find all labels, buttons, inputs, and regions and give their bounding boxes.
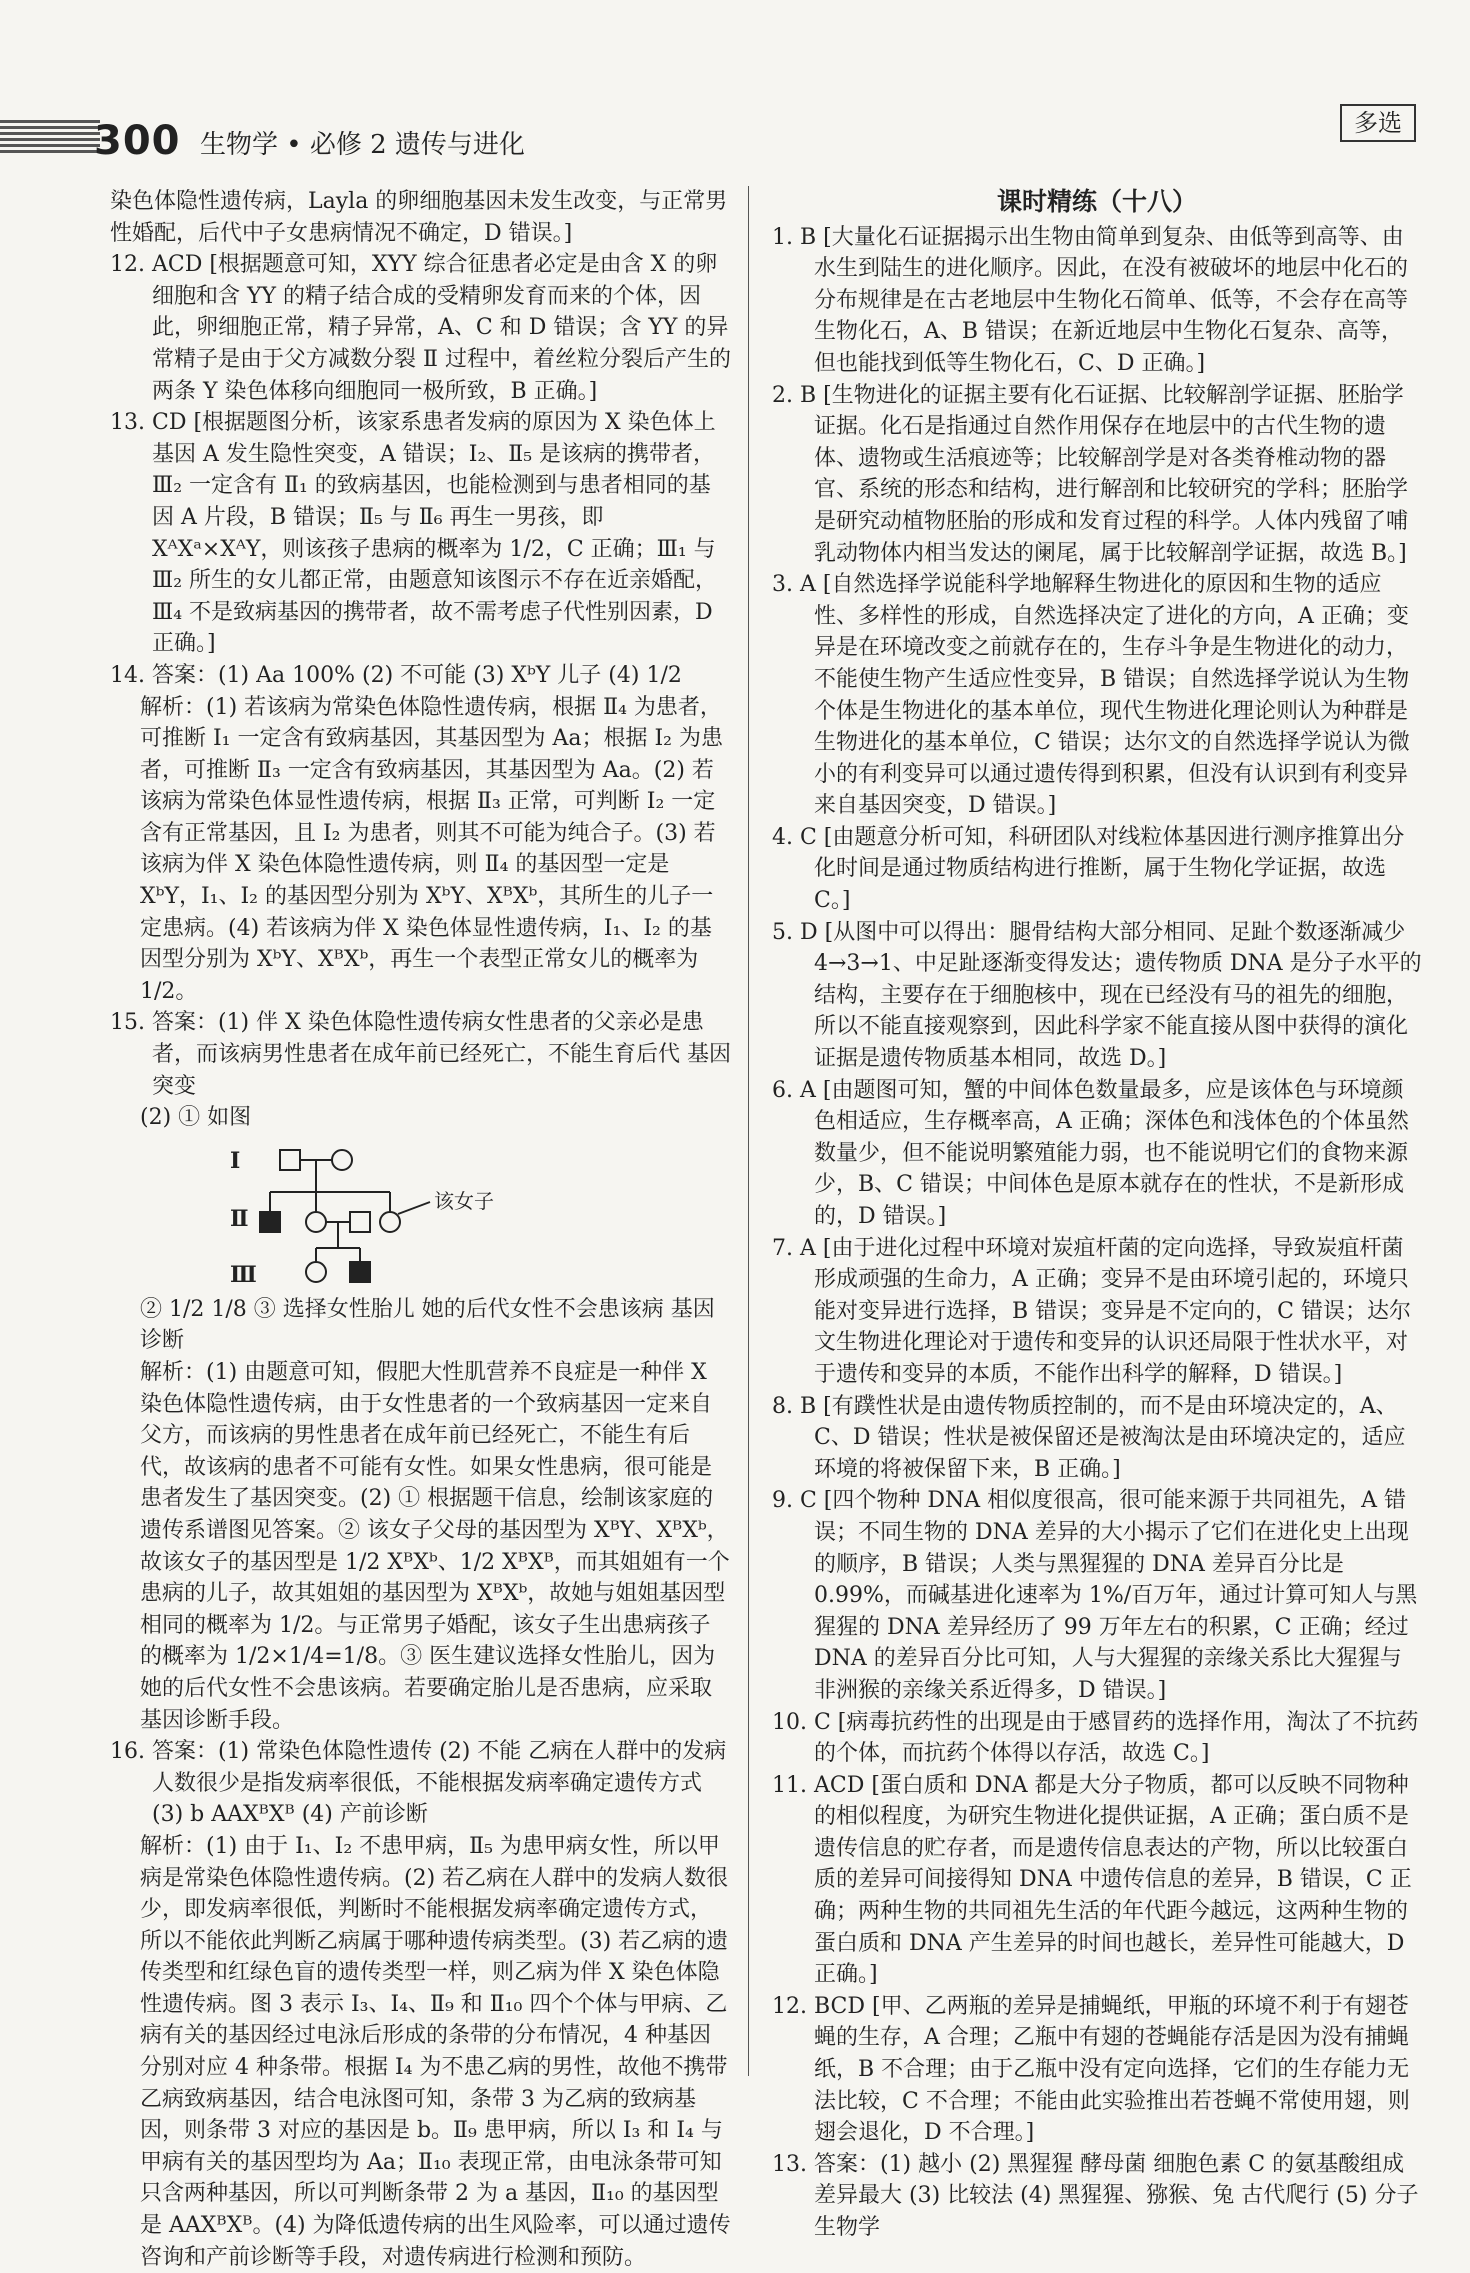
answer-r8: 8. B [有蹼性状是由遗传物质控制的，而不是由环境决定的，A、C、D 错误；性状是被保留还是被淘汰是由环境决定的，适应环境的将被保留下来，B 正确。] bbox=[772, 1393, 1406, 1482]
multi-select-tag: 多选 bbox=[1340, 104, 1416, 142]
answer-r1: 1. B [大量化石证据揭示出生物由简单到复杂、由低等到高等、由水生到陆生的进化顺序。因此，在没有被破坏的地层中化石的分布规律是在古老地层中生物化石简单、低等，不会存在高等生物化石，A、B 错误；在新近地层中生物化石复杂、高等，但也能找到低等生物化石，C、D 正确。] bbox=[772, 224, 1409, 376]
section-title: 课时精练（十八） bbox=[996, 187, 1197, 216]
intro-text: 染色体隐性遗传病，Layla 的卵细胞基因未发生改变，与正常男性婚配，后代中子女患病情况不确定，D 错误。] bbox=[110, 189, 728, 246]
answer-r12: 12. BCD [甲、乙两瓶的差异是捕蝇纸，甲瓶的环境不利于有翅苍蝇的生存，A 合理；乙瓶中有翅的苍蝇能存活是因为没有捕蝇纸，B 不合理；由于乙瓶中没有定向选择，它们的生存能力无法比较，C 不合理；不能由此实验推出若苍蝇不常使用翅，则翅会退化，D 不合理。] bbox=[772, 1993, 1410, 2146]
gen2-affected-male bbox=[260, 1212, 280, 1232]
target-woman-label: 该女子 bbox=[434, 1188, 494, 1213]
page-number: 300 bbox=[94, 118, 181, 164]
answer-r5: 5. D [从图中可以得出：腿骨结构大部分相同、足趾个数逐渐减少 4→3→1、中足趾逐渐变得发达；遗传物质 DNA 是分子水平的结构，主要存在于细胞核中，现在已经没有马的祖先的细胞，所以不能直接观察到，因此科学家不能直接从图中获得的演化证据是遗传物质基本相同，故选 D。] bbox=[772, 919, 1422, 1072]
gen1-female bbox=[332, 1150, 352, 1170]
gen2-sister-husband bbox=[350, 1212, 370, 1232]
answer-r7: 7. A [由于进化过程中环境对炭疽杆菌的定向选择，导致炭疽杆菌形成顽强的生命力，A 正确；变异不是由环境引起的，环境只能对变异进行选择，B 错误；变异是不定向的，C 错误；达尔文生物进化理论对于遗传和变异的认识还局限于性状水平，对于遗传和变异的本质，不能作出科学的解释，D 错误。] bbox=[772, 1235, 1411, 1387]
answer-15-rest: ② 1/2 1/8 ③ 选择女性胎儿 她的后代女性不会患该病 基因诊断 bbox=[140, 1296, 715, 1354]
answer-12: 12. ACD [根据题意可知，XYY 综合征患者必定是由含 X 的卵细胞和含 YY 的精子结合成的受精卵发育而来的个体，因此，卵细胞正常，精子异常，A、C 和 D 错误；含 YY 的异常精子是由于父方减数分裂 Ⅱ 过程中，着丝粒分裂后产生的两条 Y 染色体移向细胞同一极所致，B 正确。] bbox=[110, 252, 731, 404]
gen-label-3: Ⅲ bbox=[230, 1261, 257, 1288]
gen1-male bbox=[280, 1150, 300, 1170]
answer-r13: 13. 答案：(1) 越小 (2) 黑猩猩 酵母菌 细胞色素 C 的氨基酸组成差异最大 (3) 比较法 (4) 黑猩猩、猕猴、兔 古代爬行 (5) 分子生物学 bbox=[772, 2151, 1419, 2240]
gen-label-1: Ⅰ bbox=[230, 1147, 241, 1174]
gen3-female bbox=[306, 1262, 326, 1282]
gen2-target-woman bbox=[380, 1212, 400, 1232]
answer-13: 13. CD [根据题图分析，该家系患者发病的原因为 X 染色体上基因 A 发生隐性突变，A 错误；Ⅰ₂、Ⅱ₅ 是该病的携带者，Ⅲ₂ 一定含有 Ⅱ₁ 的致病基因，也能检测到与患者相同的基因 A 片段，B 错误；Ⅱ₅ 与 Ⅱ₆ 再生一男孩，即 XᴬXᵃ×XᴬY，则该孩子患病的概率为 1/2，C 正确；Ⅲ₁ 与 Ⅲ₂ 所生的女儿都正常，由题意知该图示不存在近亲婚配，Ⅲ₄ 不是致病基因的携带者，故不需考虑子代性别因素，D 正确。] bbox=[110, 410, 718, 657]
pedigree-chart bbox=[230, 1140, 590, 1290]
analysis-15: 解析：(1) 由题意可知，假肥大性肌营养不良症是一种伴 X 染色体隐性遗传病，由于女性患者的一个致病基因一定来自父方，而该病的男性患者在成年前已经死亡，不能生有后代，故该病的患者不可能有女性。如果女性患病，很可能是患者发生了基因突变。(2) ① 根据题干信息，绘制该家庭的遗传系谱图见答案。② 该女子父母的基因型为 XᴮY、XᴮXᵇ，故该女子的基因型是 1/2 XᴮXᵇ、1/2 XᴮXᴮ，而其姐姐有一个患病的儿子，故其姐姐的基因型为 XᴮXᵇ，故她与姐姐基因型相同的概率为 1/2。与正常男子婚配，该女子生出患病孩子的概率为 1/2×1/4=1/8。③ 医生建议选择女性胎儿，因为她的后代女性不会患该病。若要确定胎儿是否患病，应采取基因诊断手段。 bbox=[140, 1360, 730, 1733]
analysis-16: 解析：(1) 由于 Ⅰ₁、Ⅰ₂ 不患甲病，Ⅱ₅ 为患甲病女性，所以甲病是常染色体隐性遗传病。(2) 若乙病在人群中的发病人数很少，即发病率很低，判断时不能根据发病率确定遗传方式，所以不能依此判断乙病属于哪种遗传病类型。(3) 若乙病的遗传类型和红绿色盲的遗传类型一样，则乙病为伴 X 染色体隐性遗传病。图 3 表示 Ⅰ₃、Ⅰ₄、Ⅱ₉ 和 Ⅱ₁₀ 四个个体与甲病、乙病有关的基因经过电泳后形成的条带的分布情况，4 种基因分别对应 4 种条带。根据 Ⅰ₄ 为不患乙病的男性，故他不携带乙病致病基因，结合电泳图可知，条带 3 为乙病的致病基因，则条带 3 对应的基因是 b。Ⅱ₉ 患甲病，所以 Ⅰ₃ 和 Ⅰ₄ 与甲病有关的基因型均为 Aa；Ⅱ₁₀ 表现正常，由电泳条带可知只含两种基因，所以可判断条带 2 为 a 基因，Ⅱ₁₀ 的基因型是 AAXᴮXᴮ。(4) 为降低遗传病的出生风险率，可以通过遗传咨询和产前诊断等手段，对遗传病进行检测和预防。 bbox=[140, 1833, 731, 2270]
answer-15: 15. 答案：(1) 伴 X 染色体隐性遗传病女性患者的父亲必是患者，而该病男性患者在成年前已经死亡，不能生育后代 基因突变 bbox=[110, 1010, 731, 1099]
gen-label-2: Ⅱ bbox=[230, 1205, 249, 1232]
book-title: 生物学 • 必修 2 遗传与进化 bbox=[200, 130, 525, 160]
left-column bbox=[110, 186, 732, 2273]
answer-r10: 10. C [病毒抗药性的出现是由于感冒药的选择作用，淘汰了不抗药的个体，而抗药个体得以存活，故选 C。] bbox=[772, 1709, 1419, 1767]
column-divider bbox=[748, 186, 749, 2076]
answer-r4: 4. C [由题意分析可知，科研团队对线粒体基因进行测序推算出分化时间是通过物质结构进行推断，属于生物化学证据，故选 C。] bbox=[772, 824, 1405, 914]
answer-16: 16. 答案：(1) 常染色体隐性遗传 (2) 不能 乙病在人群中的发病人数很少是指发病率很低，不能根据发病率确定遗传方式 (3) b AAXᴮXᴮ (4) 产前诊断 bbox=[110, 1739, 727, 1828]
answer-r3: 3. A [自然选择学说能科学地解释生物进化的原因和生物的适应性、多样性的形成，自然选择决定了进化的方向，A 正确；变异是在环境改变之前就存在的，生存斗争是生物进化的动力，不能使生物产生适应性变异，B 错误；自然选择学说认为生物个体是生物进化的基本单位，现代生物进化理论则认为种群是生物进化的基本单位，C 错误；达尔文的自然选择学说认为微小的有利变异可以通过遗传得到积累，但没有认识到有利变异来自基因突变，D 错误。] bbox=[772, 572, 1410, 819]
answer-15-figure-caption: (2) ① 如图 bbox=[140, 1105, 252, 1131]
answer-r2: 2. B [生物进化的证据主要有化石证据、比较解剖学证据、胚胎学证据。化石是指通过自然作用保存在地层中的古代生物的遗体、遗物或生活痕迹等；比较解剖学是对各类脊椎动物的器官、系统的形态和结构，进行解剖和比较研究的学科；胚胎学是研究动植物胚胎的形成和发育过程的科学。人体内残留了哺乳动物体内相当发达的阑尾，属于比较解剖学证据，故选 B。] bbox=[772, 382, 1409, 566]
answer-14: 14. 答案：(1) Aa 100% (2) 不可能 (3) XᵇY 儿子 (4) 1/2 bbox=[110, 662, 682, 688]
page-header bbox=[0, 0, 1470, 180]
header-decoration bbox=[0, 120, 100, 156]
gen2-sister bbox=[306, 1212, 326, 1232]
answer-r6: 6. A [由题图可知，蟹的中间体色数量最多，应是该体色与环境颜色相适应，生存概率高，A 正确；深体色和浅体色的个体虽然数量少，但不能说明繁殖能力弱，也不能说明它们的食物来源少，B、C 错误；中间体色是原本就存在的性状，不是新形成的，D 错误。] bbox=[772, 1077, 1409, 1229]
answer-r9: 9. C [四个物种 DNA 相似度很高，很可能来源于共同祖先，A 错误；不同生物的 DNA 差异的大小揭示了它们在进化史上出现的顺序，B 错误；人类与黑猩猩的 DNA 差异百分比是 0.99%，而碱基进化速率为 1%/百万年，通过计算可知人与黑猩猩的 DNA 差异经历了 99 万年左右的积累，C 正确；经过 DNA 的差异百分比可知，人与大猩猩的亲缘关系比大猩猩与非洲猴的亲缘关系近得多，D 错误。] bbox=[772, 1488, 1418, 1703]
answer-r11: 11. ACD [蛋白质和 DNA 都是大分子物质，都可以反映不同物种的相似程度，为研究生物进化提供证据，A 正确；蛋白质不是遗传信息的贮存者，而是遗传信息表达的产物，所以比较蛋白质的差异可间接得知 DNA 中遗传信息的差异，B 错误，C 正确；两种生物的共同祖先生活的年代距今越远，这两种生物的蛋白质和 DNA 产生差异的时间也越长，差异性可能越大，D 正确。] bbox=[772, 1772, 1412, 1988]
gen3-affected-male bbox=[350, 1262, 370, 1282]
right-column bbox=[772, 186, 1422, 2244]
analysis-14: 解析：(1) 若该病为常染色体隐性遗传病，根据 Ⅱ₄ 为患者，可推断 Ⅰ₁ 一定含有致病基因，其基因型为 Aa；根据 Ⅰ₂ 为患者，可推断 Ⅱ₃ 一定含有致病基因，其基因型为 Aa。(2) 若该病为常染色体显性遗传病，根据 Ⅱ₃ 正常，可判断 Ⅰ₂ 一定含有正常基因，且 Ⅰ₂ 为患者，则其不可能为纯合子。(3) 若该病为伴 X 染色体隐性遗传病，则 Ⅱ₄ 的基因型一定是 XᵇY，Ⅰ₁、Ⅰ₂ 的基因型分别为 XᵇY、XᴮXᵇ，其所生的儿子一定患病。(4) 若该病为伴 X 染色体显性遗传病，Ⅰ₁、Ⅰ₂ 的基因型分别为 XᵇY、XᴮXᵇ，再生一个表型正常女儿的概率为 1/2。 bbox=[140, 694, 723, 1004]
